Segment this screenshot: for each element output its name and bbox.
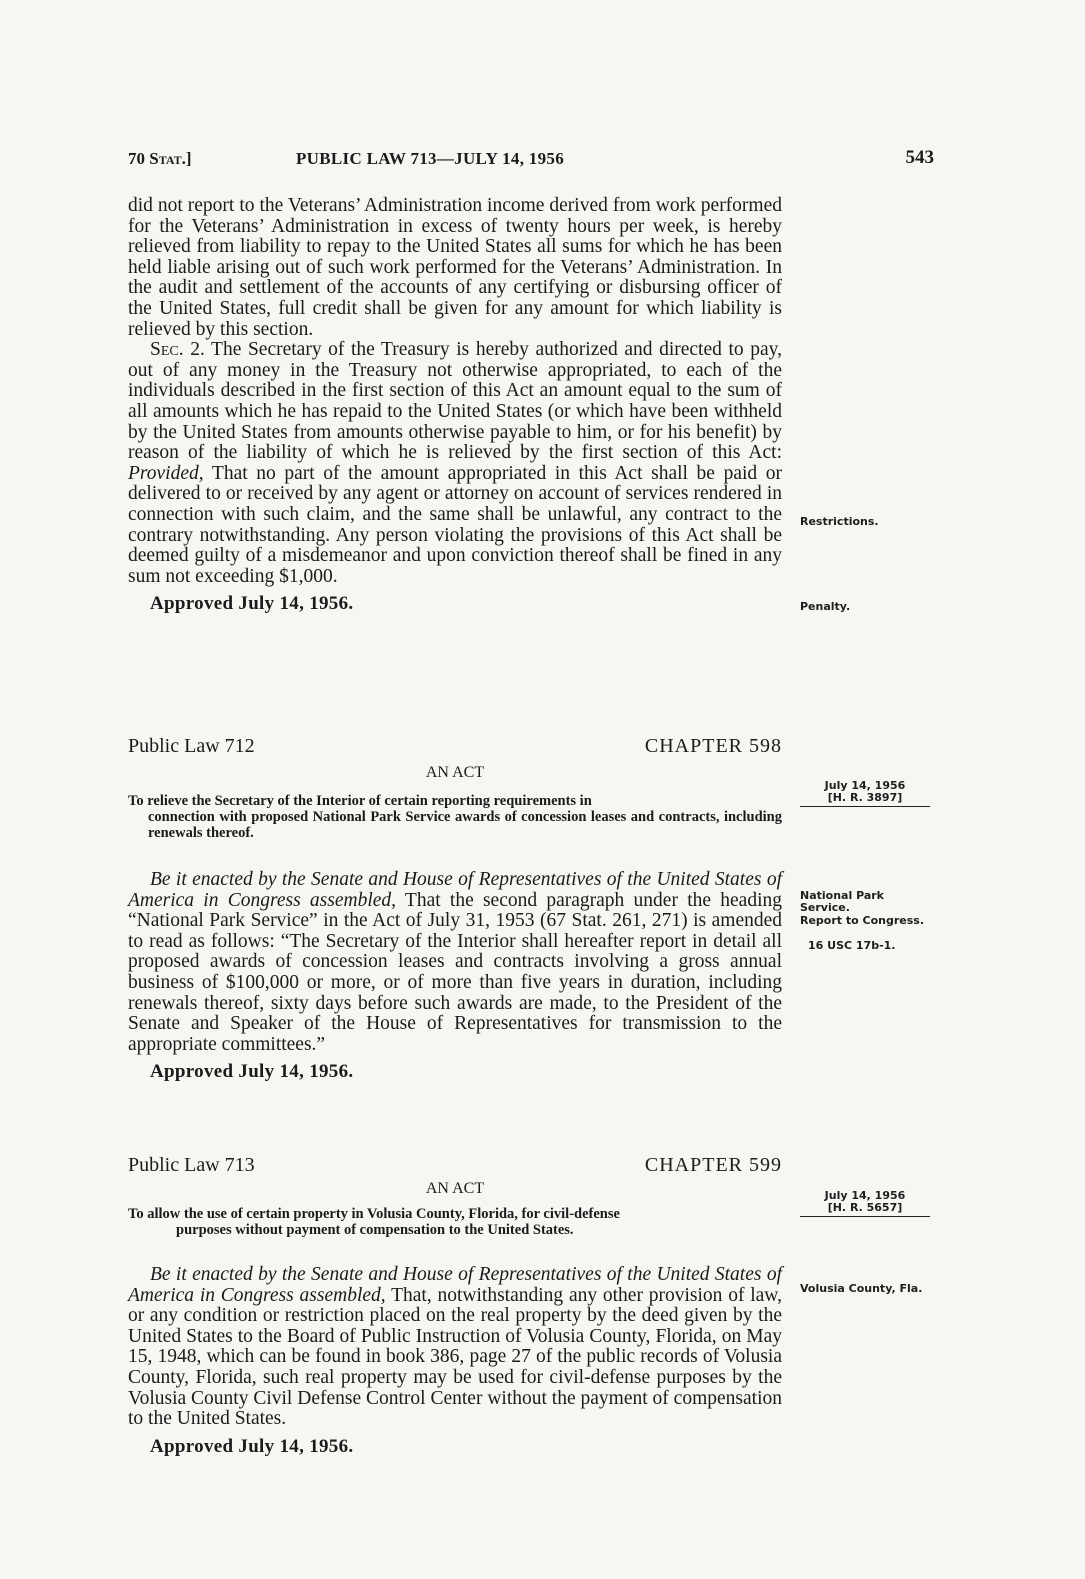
law-713-text (128, 1265, 782, 1430)
law-712-purpose-first: To relieve the Secretary of the Interior of certain reporting requirements in (128, 793, 592, 809)
section-1-text: did not report to the Veterans’ Administration income derived from work performed for the Veterans’ Administration in excess of twenty hours per week, is hereby relieved from liability to repay to the United States all sums for which he has been held liable arising out of such work performed for the Veterans’ Administration. In the audit and settlement of the accounts of any certifying or disbursing officer of the United States, full credit shall be given for any amount for which liability is relieved by this section. (128, 195, 782, 340)
law-713-body (128, 1265, 782, 1458)
law-712-purpose (128, 793, 782, 841)
law-712-text-main: That the second paragraph under the heading “National Park Service” in the Act of July 31, 1953 (67 Stat. 261, 271) is amended to read as follows: “The Secretary of the Interior shall hereafter report in detail all proposed awards of concession leases and contracts involving a gross annual business of $100,000 or more, or of more than five years in duration, including renewals thereof, sixty days before such awards are made, to the President of the Senate and Speaker of the House of Representatives for transmission to the appropriate committees.” (128, 889, 782, 1055)
law-713-an-act: AN ACT (425, 1180, 485, 1197)
margin-note-usc: 16 USC 17b-1. (808, 939, 896, 952)
approved-date-1: Approved July 14, 1956. (150, 593, 354, 615)
law-712-an-act: AN ACT (425, 764, 485, 781)
law-713-purpose (128, 1206, 782, 1238)
law-713-text-main: That, notwithstanding any other provision of law, or any condition or restriction placed on the real property by the deed given by the United States to the Board of Public Instruction of Volusia County, Florida, on May 15, 1948, which can be found in book 386, page 27 of the public records of Volusia County, Florida, such real property may be used for civil-defense purposes by the Volusia County Civil Defense Control Center without the payment of compensation to the United States. (128, 1284, 782, 1430)
section-2-text-b: That no part of the amount appropriated in this Act shall be paid or delivered to or received by any agent or attorney on account of services rendered in connection with such claim, and the same shall be unlawful, any contract to the contrary notwithstanding. Any person violating the provisions of this Act shall be deemed guilty of a misdemeanor and upon conviction thereof shall be fined in any sum not exceeding $1,000. (128, 462, 782, 587)
law-712-purpose-rest: connection with proposed National Park Service awards of concession leases and contracts, including renewals thereof. (148, 809, 782, 841)
law-713-date-block (800, 1190, 930, 1217)
law-713-purpose-rest: purposes without payment of compensation to the United States. (176, 1222, 574, 1238)
law-712-date-block (800, 780, 930, 807)
section-2-text (128, 340, 782, 587)
approved-date-2: Approved July 14, 1956. (150, 1061, 354, 1083)
page-title: PUBLIC LAW 713—JULY 14, 1956 (296, 149, 565, 168)
law-712-date: July 14, 1956 (824, 779, 906, 792)
margin-note-restrictions: Restrictions. (800, 515, 879, 528)
law-712-chapter: CHAPTER 598 (644, 735, 782, 757)
running-header (128, 149, 934, 179)
law-712-bill: [H. R. 3897] (800, 792, 930, 807)
law-713-bill: [H. R. 5657] (800, 1202, 930, 1217)
law-713-chapter: CHAPTER 599 (644, 1154, 782, 1176)
margin-note-volusia: Volusia County, Fla. (800, 1282, 923, 1295)
page-number: 543 (905, 147, 934, 168)
section-2-label: Sec. 2. (150, 339, 205, 361)
approved-date-3: Approved July 14, 1956. (150, 1435, 354, 1457)
law-713-date: July 14, 1956 (824, 1189, 906, 1202)
margin-note-penalty: Penalty. (800, 600, 851, 613)
section-2-text-a: The Secretary of the Treasury is hereby authorized and directed to pay, out of any money in the Treasury not otherwise appropriated, to each of the individuals described in the first section of this Act an amount equal to the sum of all amounts which he has repaid to the United States (or which have been withheld by the United States from amounts otherwise payable to him, or for his benefit) by reason of the liability of which he is relieved by the first section of this Act: (128, 339, 782, 464)
law-712-text (128, 870, 782, 1055)
law-713-enacting-clause: Be it enacted by the Senate and House of Representatives of the United States of America in Congress assembled, (128, 1264, 782, 1306)
law-712-label: Public Law 712 (128, 735, 255, 757)
law-713-purpose-first: To allow the use of certain property in Volusia County, Florida, for civil-defense (128, 1206, 620, 1222)
law-713-label: Public Law 713 (128, 1154, 255, 1176)
margin-note-national-park: National Park Service. (800, 889, 884, 914)
section-1-continuation (128, 196, 782, 615)
provided-italic: Provided, (128, 462, 204, 484)
law-712-body (128, 870, 782, 1083)
law-712-enacting-clause: Be it enacted by the Senate and House of Representatives of the United States of America in Congress assembled, (128, 869, 782, 911)
margin-note-report: Report to Congress. (800, 914, 925, 927)
stat-reference: 70 Stat.] (128, 149, 192, 168)
